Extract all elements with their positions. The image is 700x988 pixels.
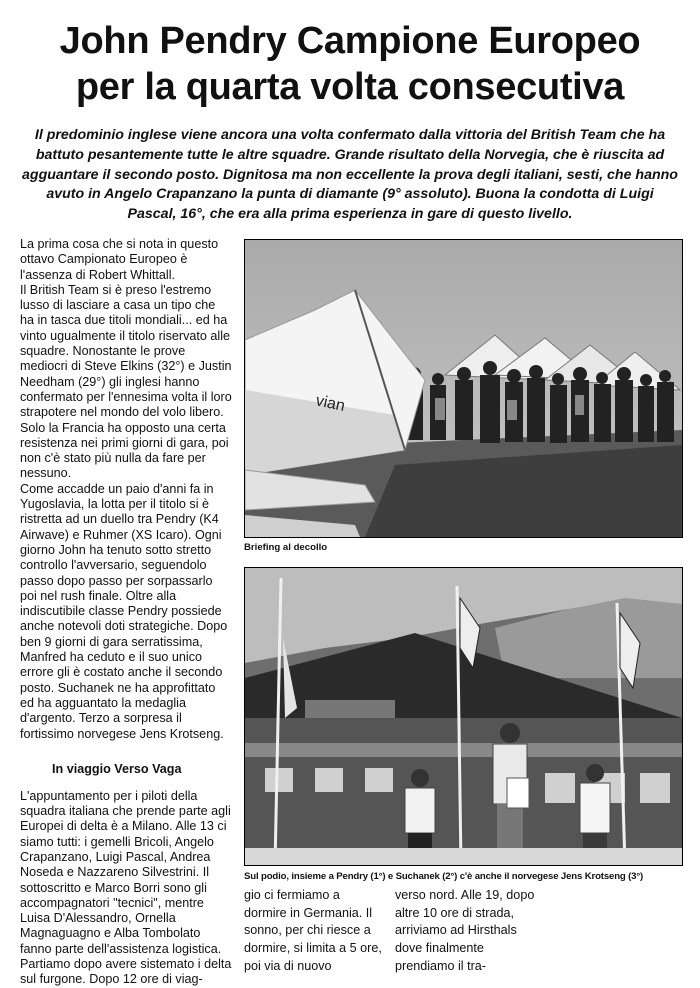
body-continuation-col1: gio ci fermiamo a dormire in Germania. Il sonno, per chi riesce a dormire, si limita a 5 ore, poi via di nuovo <box>244 888 382 973</box>
photo-podium-caption: Sul podio, insieme a Pendry (1°) e Suchanek (2°) c'è anche il norvegese Jens Krotseng (3°) <box>244 871 644 882</box>
photo-briefing-image <box>245 240 682 537</box>
headline-line-1: John Pendry Campione Europeo <box>59 20 641 62</box>
photo-briefing <box>244 239 683 538</box>
photo-briefing-caption: Briefing al decollo <box>244 542 328 553</box>
body-continuation-col2: verso nord. Alle 19, dopo altre 10 ore di strada, arriviamo ad Hirsthals dove finalmente prendiamo il tra- <box>395 888 535 973</box>
body-paragraph-1: La prima cosa che si nota in questo ottavo Campionato Europeo è l'assenza di Robert Whittall. <box>20 237 219 282</box>
body-paragraph-3: Come accadde un paio d'anni fa in Yugoslavia, la lotta per il titolo si è ristretta ad un duello tra Pendry (K4 Airwave) e Ruhmer (XS Icaro). Ogni giorno John ha tenuto sotto stretto controllo l'avversario, seguendolo passo dopo passo per sorpassarlo poi nel rush finale. Oltre alla indiscutibile classe Pendry possiede anche notevoli doti strategiche. Dopo ben 9 giorni di gara serratissima, Manfred ha ceduto e il suo unico errore gli è costato anche il secondo posto. Suchanek ne ha approfittato ed ha agguantato la medaglia d'argento. Terzo a sorpresa il fortissimo norvegese Jens Krotseng. <box>20 481 228 741</box>
photo-podium <box>244 567 683 866</box>
glider-sail-text: vian <box>314 392 347 416</box>
section-paragraph: L'appuntamento per i piloti della squadra italiana che prende parte agli Europei di delta è a Milano. Alle 13 ci siamo tutti: i gemelli Bricoli, Angelo Crapanzano, Luigi Pascal, Andrea Noseda e Nazzareno Silvestrini. Il sottoscritto e Marco Borri sono gli accompagnatori "tecnici", mentre Luisa D'Alessandro, Ornella Magnaguagno e Alba Tombolato fanno parte dell'assistenza logistica. Partiamo dopo avere sistemato i delta sul furgone. Dopo 12 ore di viag- <box>20 788 232 987</box>
headline-line-2: per la quarta volta consecutiva <box>75 66 625 108</box>
headline <box>0 18 700 110</box>
body-paragraph-2: Il British Team si è preso l'estremo lusso di lasciare a casa un tipo che ha in tasca due titoli mondiali... ed ha vinto ugualmente il titolo riservato alle squadre. Nonostante le prove mediocri di Steve Elkins (32°) e Justin Needham (29°) gli inglesi hanno confermato per l'ennesima volta il loro strapotere nel mondo del volo libero. Solo la Francia ha opposto una certa resistenza nei primi giorni di gara, poi non c'è stato più nulla da fare per nessuno. <box>20 282 232 481</box>
photo-podium-image <box>245 568 682 865</box>
section-heading: In viaggio Verso Vaga <box>52 761 182 776</box>
lead-paragraph: Il predominio inglese viene ancora una volta confermato dalla vittoria del British Team che ha battuto pesantemente tutte le altre squadre. Grande risultato della Norvegia, che è riuscita ad agguantare il secondo posto. Dignitosa ma non eccellente la prova degli italiani, sesti, che hanno avuto in Angelo Crapanzano la punta di diamante (9° assoluto). Buona la condotta di Luigi Pascal, 16°, che era alla prima esperienza in gare di questo livello. <box>22 127 678 223</box>
body-column-left <box>20 237 232 988</box>
